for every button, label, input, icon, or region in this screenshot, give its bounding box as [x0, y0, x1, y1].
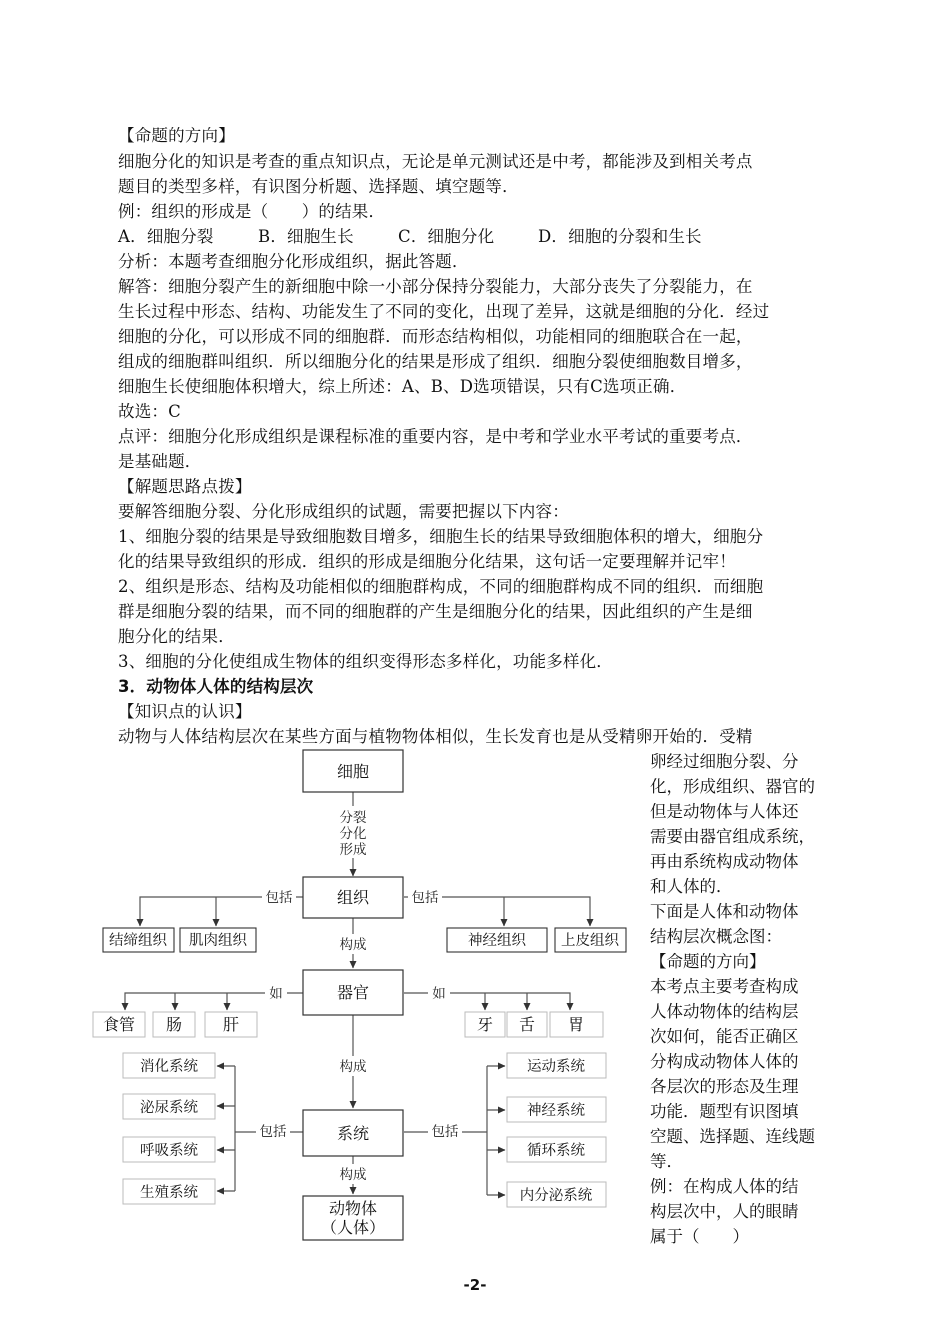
nervous-system-label: 神经系统 [527, 1103, 585, 1119]
section-title: 3．动物体人体的结构层次 [118, 677, 314, 696]
cell-label: 细胞 [336, 762, 370, 781]
side-text-line: 各层次的形态及生理 [650, 1077, 799, 1096]
label-include-right: 包括 [411, 890, 439, 906]
connective-tissue-label: 结缔组织 [109, 933, 167, 949]
stomach-label: 胃 [567, 1015, 585, 1034]
paragraph-line: 群是细胞分裂的结果，而不同的细胞群的产生是细胞分化的结果，因此组织的产生是细 [118, 602, 753, 621]
side-text-line: 例：在构成人体的结 [650, 1177, 799, 1196]
side-text-line: 结构层次概念图： [650, 927, 782, 946]
label-include-system-right: 包括 [431, 1124, 459, 1140]
paragraph-line: 化的结果导致组织的形成．组织的形成是细胞分化结果，这句话一定要理解并记牢！ [118, 552, 736, 571]
choice-d: D．细胞的分裂和生长 [538, 227, 702, 246]
label-form: 形成 [339, 842, 367, 858]
page-number: -2- [463, 1276, 487, 1294]
side-text-line: 和人体的． [650, 877, 733, 896]
label-divide: 分裂 [339, 810, 367, 826]
section-heading: 【知识点的认识】 [118, 702, 252, 721]
side-text-line: 次如何，能否正确区 [650, 1027, 799, 1046]
label-include-left: 包括 [265, 890, 293, 906]
side-text-line: 本考点主要考查构成 [650, 977, 799, 996]
paragraph-line: 细胞生长使细胞体积增大，综上所述：A、B、D选项错误，只有C选项正确． [118, 377, 687, 396]
choice-a: A．细胞分裂 [118, 227, 214, 246]
reproductive-system-label: 生殖系统 [140, 1185, 198, 1201]
paragraph-line: 生长过程中形态、结构、功能发生了不同的变化，出现了差异，这就是细胞的分化．经过 [118, 302, 770, 321]
epithelial-tissue-label: 上皮组织 [561, 933, 619, 949]
organ-label: 器官 [336, 983, 370, 1002]
choice-c: C．细胞分化 [398, 227, 495, 246]
liver-label: 肝 [222, 1015, 240, 1034]
paragraph-line: 是基础题． [118, 452, 202, 471]
urinary-system-label: 泌尿系统 [140, 1100, 198, 1116]
side-text-line: 属于（ ） [650, 1227, 749, 1246]
paragraph-line: 要解答细胞分裂、分化形成组织的试题，需要把握以下内容： [118, 502, 569, 521]
comment-line: 点评：细胞分化形成组织是课程标准的重要内容，是中考和学业水平考试的重要考点． [118, 427, 753, 446]
label-such-as-right: 如 [432, 986, 446, 1002]
side-text-line: 等． [650, 1152, 683, 1171]
paragraph-line: 1、细胞分裂的结果是导致细胞数目增多，细胞生长的结果导致细胞体积的增大，细胞分 [118, 527, 764, 546]
paragraph-line: 2、组织是形态、结构及功能相似的细胞群构成，不同的细胞群构成不同的组织．而细胞 [118, 577, 764, 596]
respiratory-system-label: 呼吸系统 [140, 1143, 198, 1159]
side-text-line: 下面是人体和动物体 [650, 902, 799, 921]
muscle-tissue-label: 肌肉组织 [189, 933, 247, 949]
side-text-line: 空题、选择题、连线题 [650, 1127, 815, 1146]
side-text-line: 人体动物体的结构层 [650, 1002, 799, 1021]
section-heading: 【解题思路点拨】 [118, 477, 252, 496]
body-label-1: 动物体 [328, 1199, 378, 1218]
body-label-2: （人体） [320, 1218, 386, 1237]
paragraph-line: 组成的细胞群叫组织．所以细胞分化的结果是形成了组织．细胞分裂使细胞数目增多， [118, 352, 753, 371]
side-text-line: 但是动物体与人体还 [650, 802, 799, 821]
circulatory-system-label: 循环系统 [527, 1143, 585, 1159]
motor-system-label: 运动系统 [527, 1059, 585, 1075]
side-text-line: 需要由器官组成系统， [650, 827, 815, 846]
answer-choice-line: 故选：C [118, 402, 181, 421]
paragraph-line: 细胞的分化，可以形成不同的细胞群．而形态结构相似，功能相同的细胞联合在一起， [118, 327, 753, 346]
digestive-system-label: 消化系统 [140, 1059, 198, 1075]
paragraph-line: 动物与人体结构层次在某些方面与植物物体相似，生长发育也是从受精卵开始的．受精 [118, 727, 753, 746]
side-text-line: 再由系统构成动物体 [650, 852, 799, 871]
system-label: 系统 [336, 1124, 370, 1143]
tissue-label: 组织 [336, 888, 370, 907]
example-question: 例：组织的形成是（ ）的结果． [118, 202, 386, 221]
label-compose-3: 构成 [339, 1167, 367, 1183]
section-heading: 【命题的方向】 [118, 126, 235, 145]
side-heading: 【命题的方向】 [650, 952, 766, 971]
side-text-line: 分构成动物体人体的 [650, 1052, 799, 1071]
label-include-system-left: 包括 [259, 1124, 287, 1140]
side-text-line: 卵经过细胞分裂、分 [650, 752, 799, 771]
label-differentiate: 分化 [339, 826, 367, 842]
analysis-line: 分析：本题考查细胞分化形成组织，据此答题． [118, 252, 469, 271]
esophagus-label: 食管 [102, 1015, 136, 1034]
intestine-label: 肠 [165, 1015, 183, 1034]
paragraph-line: 3、细胞的分化使组成生物体的组织变得形态多样化，功能多样化． [118, 652, 613, 671]
answer-line: 解答：细胞分裂产生的新细胞中除一小部分保持分裂能力，大部分丧失了分裂能力，在 [118, 277, 753, 296]
label-such-as-left: 如 [269, 986, 283, 1002]
side-text-line: 构层次中，人的眼睛 [650, 1202, 799, 1221]
choice-b: B．细胞生长 [258, 227, 354, 246]
side-text-line: 功能．题型有识图填 [650, 1102, 799, 1121]
paragraph-line: 题目的类型多样，有识图分析题、选择题、填空题等． [118, 177, 519, 196]
tongue-label: 舌 [518, 1015, 536, 1034]
endocrine-system-label: 内分泌系统 [519, 1188, 593, 1204]
tooth-label: 牙 [476, 1015, 494, 1034]
label-compose-1: 构成 [339, 937, 367, 953]
side-text-line: 化，形成组织、器官的 [650, 777, 815, 796]
label-compose-2: 构成 [339, 1059, 367, 1075]
paragraph-line: 细胞分化的知识是考查的重点知识点，无论是单元测试还是中考，都能涉及到相关考点 [118, 152, 753, 171]
paragraph-line: 胞分化的结果． [118, 627, 235, 646]
nerve-tissue-label: 神经组织 [468, 933, 526, 949]
